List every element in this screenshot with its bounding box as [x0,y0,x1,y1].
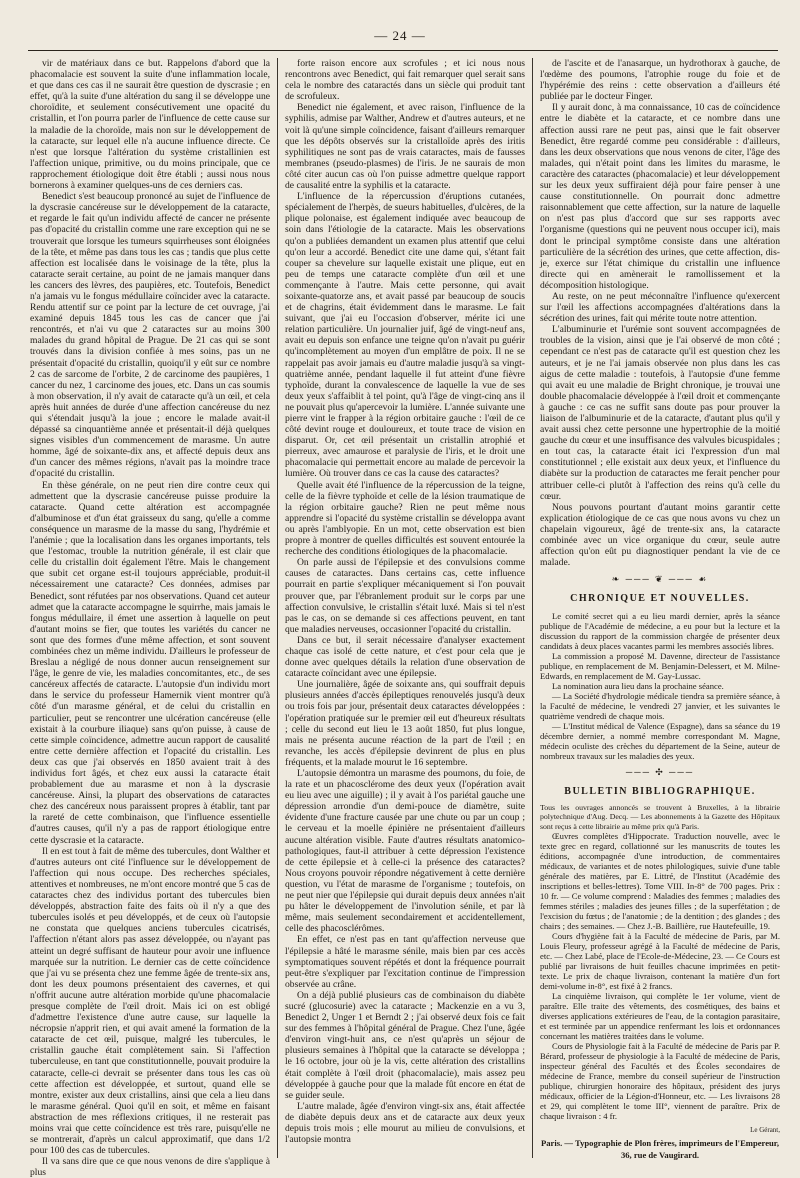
paragraph: Il en est tout à fait de même des tubercules, dont Walther et d'autres auteurs ont cité l'influence sur le développement de l'affection qui nous occupe. Des recherches spéciales, attentives et nombreuses, ne m'ont encore montré que 5 cas de cataractes chez des individus portant des tubercules bien développés, abstraction faite des faits où il n'y a que des tubercules isolés et peu développés, et de ceux où l'autopsie ne constata que quelques anciens tubercules cicatrisés, l'affection n'étant alors pas assez développée, ou n'ayant pas atteint un degré suffisant de hauteur pour avoir une influence marquée sur la nutrition. Le dernier cas de cette coïncidence que j'ai vu se présenta chez une femme âgée de trente-six ans, dont les deux poumons présentaient des cavernes, et qui n'offrit aucune autre altération morbide qu'une phacomalacie presque complète de l'œil droit. Mais ici on est obligé d'admettre l'existence d'une autre cause, sur laquelle la nécropsie n'apprit rien, et qui avait amené la formation de la cataracte de cet œil, puisque, malgré les tubercules, le cristallin gauche était complètement sain. Si l'affection tuberculeuse, en tant que constitutionnelle, pouvait produire la cataracte, celle-ci devrait se présenter dans tous les cas où cette affection est développée, et surtout, quand elle se montre, exister aux deux cristallins, ainsi que cela a lieu dans le marasme général. Quoi qu'il en soit, et même en faisant abstraction de mes réflexions critiques, il ne resterait pas moins vrai que cette coïncidence est très rare, puisqu'elle ne se montrerait, d'après un calcul approximatif, que dans 1/2 pour 100 des cas de tubercules. [30,845,270,1157]
paragraph: Nous pouvons pourtant d'autant moins garantir cette explication étiologique de ce cas que nous avons vu chez un chapelain vigoureux, âgé de trente-six ans, la cataracte combinée avec un vice organique du cœur, seule autre affection qu'on eût pu diagnostiquer pendant la vie de ce malade. [540,501,780,569]
ornament-divider: ─── ✣ ─── [625,766,695,777]
page-number: — 24 — [374,28,426,43]
paragraph: On parle aussi de l'épilepsie et des convulsions comme causes de cataractes. Dans certains cas, cette influence pourrait en partie s'expliquer mécaniquement si l'on pouvait prouver que, par l'ébranlement produit sur le corps par une affection convulsive, le cristallin s'était luxé. Mais si tel n'est pas le cas, on se demande si ces affections peuvent, en tant que maladies nerveuses, occasionner l'opacité du cristallin. [285,557,525,635]
news-item: Le comité secret qui a eu lieu mardi dernier, après la séance publique de l'Académie de médecine, a eu pour but la lecture et la discussion du rapport de la commission chargée de présenter deux candidats à deux places vacantes parmi les membres associés libres. [540,610,780,651]
column-3 [540,58,780,1158]
section-title-bulletin: BULLETIN BIBLIOGRAPHIQUE. [564,785,756,797]
column-2 [285,58,525,1158]
ornament-divider: ❧ ─── ❦ ─── ☙ [611,574,709,585]
printer-imprint-line1: Paris. — Typographie de Plon frères, imprimeurs de l'Empereur, [541,1138,779,1148]
bibliography-entry: Œuvres complètes d'Hippocrate. Traduction nouvelle, avec le texte grec en regard, collationné sur les manuscrits de toutes les éditions, accompagnée d'une introduction, de commentaires médicaux, de variantes et de notes philologiques, suivie d'une table générale des matières, par E. Littré, de l'Institut (Académie des inscriptions et belles-lettres). Tome VIII. In-8° de 700 pages. Prix : 10 fr. — Ce volume comprend : Maladies des femmes ; maladies des femmes stériles ; maladies des jeunes filles ; de la superfétation ; de l'excision du fœtus ; de l'anatomie ; de la dentition ; des glandes ; des chairs ; des semaines. — Chez J.-B. Baillière, rue Hautefeuille, 19. [540,830,780,931]
paragraph: L'autopsie démontra un marasme des poumons, du foie, de la rate et un phacosclérome des deux yeux (l'opération avait eu lieu avec une aiguille) ; il y avait à l'os pariétal gauche une dépression arrondie d'un demi-pouce de diamètre, suite évidente d'une fracture causée par une chute ou par un coup ; le cerveau et la moelle épinière ne présentaient d'ailleurs aucune altération visible. Faute d'autres résultats anatomico-pathologiques, faut-il attribuer à cette dépression l'existence de cette épilepsie et à celle-ci la présence des cataractes? Nous croyons pouvoir répondre négativement à cette dernière question, vu l'état de marasme de l'organisme ; toutefois, on ne peut nier que l'épilepsie qui durait depuis deux années n'ait pu hâter le développement de l'involution sénile, et par là même, mais seulement secondairement et accidentellement, celle des phacosclérômes. [285,768,525,935]
paragraph: Benedict nie également, et avec raison, l'influence de la syphilis, admise par Walther, Andrew et d'autres auteurs, et ne voit là qu'une simple coïncidence, faisant d'ailleurs remarquer que les dépôts observés sur la cristalloïde après des iritis syphilitiques ne sont pas de vrais cataractes, mais de fausses membranes (pseudo-plasmes) de l'iris. Je ne saurais de mon côté citer aucun cas où l'on puisse admettre quelque rapport de causalité entre la syphilis et la cataracte. [285,102,525,192]
news-item: — La Société d'hydrologie médicale tiendra sa première séance, à la Faculté de médecine, le vendredi 27 janvier, et les suivantes le quatrième vendredi de chaque mois. [540,690,780,721]
paragraph: Benedict s'est beaucoup prononcé au sujet de l'influence de la dyscrasie cancéreuse sur le développement de la cataracte, et regarde le fait qu'un individu affecté de cancer ne présente pas d'opacité du cristallin comme une rare exception qui ne se trouverait que lorsque les tumeurs squirrheuses sont éloignées de la tête, et même pas dans tous les cas ; tandis que plus cette affection est localisée dans le voisinage de la tête, plus la cataracte serait certaine, au point de ne jamais manquer dans les cancers des lèvres, des paupières, etc. Toutefois, Benedict n'a jamais vu le fongus médullaire coïncider avec la cataracte. Rendu attentif sur ce point par la lecture de cet ouvrage, j'ai examiné depuis 1845 tous les cas de cancer que j'ai rencontrés, et n'ai vu que 2 cataractes sur au moins 300 malades du grand hôpital de Prague. De 21 cas qui se sont trouvés dans la division confiée à mes soins, pas un ne présentait d'opacité du cristallin, quoiqu'il y eût sur ce nombre 2 cas de sarcome de l'orbite, 2 de carcinome des paupières, 1 cancer du nez, 1 carcinome des joues, etc. Dans un cas soumis à mon observation, il n'y avait de cataracte qu'à un œil, et cela après huit années de durée d'une affection cancéreuse du nez qui s'étendait jusqu'à la joue ; encore le malade avait-il dépassé sa cinquantième année et présentait-il déjà quelques signes visibles d'un commencement de marasme. Un autre homme, âgé de soixante-dix ans, et affecté depuis deux ans d'un cancer des mêmes régions, n'avait pas la moindre trace d'opacité du cristallin. [30,191,270,480]
column-1 [30,58,270,1178]
paragraph: de l'ascite et de l'anasarque, un hydrothorax à gauche, de l'œdème des poumons, l'atrophie rouge du foie et de l'hypérémie des reins : cette observation a d'ailleurs été publiée par le docteur Finger. [540,58,780,103]
paragraph: L'autre malade, âgée d'environ vingt-six ans, était affectée de diabète depuis deux ans et de cataracte aux deux yeux depuis trois mois ; elle mourut au milieu de convulsions, et l'autopsie montra [285,1100,525,1146]
paragraph: En effet, ce n'est pas en tant qu'affection nerveuse que l'épilepsie a hâté le marasme sénile, mais bien par ces accès symptomatiques souvent répétés et dont la fréquence pourrait peut-être s'expliquer par l'excitation continue de l'impression observée au crâne. [285,934,525,990]
column-divider [532,58,533,1158]
bibliography-entry: Cours de Physiologie fait à la Faculté de médecine de Paris par P. Bérard, professeur de physiologie à la Faculté de médecine de Paris, inspecteur général des Facultés et des Écoles secondaires de médecine de France, membre du conseil supérieur de l'instruction publique, chirurgien honoraire des hôpitaux, président des jurys médicaux, officier de la Légion-d'Honneur, etc. — Les livraisons 28 et 29, qui complètent le tome III°, viennent de paraître. Prix de chaque livraison : 4 fr. [540,1040,780,1121]
paragraph: forte raison encore aux scrofules ; et ici nous nous rencontrons avec Benedict, qui fait remarquer quel serait sans cela le nombre des cataractés dans un siècle qui produit tant de scrofuleux. [285,58,525,103]
news-item: — L'Institut médical de Valence (Espagne), dans sa séance du 19 décembre dernier, a nommé membre correspondant M. Magne, médecin oculiste des crèches du département de la Seine, auteur de nombreux travaux sur les maladies des yeux. [540,720,780,761]
gerant-signature: Le Gérant, [750,1125,780,1134]
paragraph: Il y aurait donc, à ma connaissance, 10 cas de coïncidence entre le diabète et la cataracte, et ce nombre dans une affection aussi rare ne peut pas, ainsi que le fait observer Benedict, être regardé comme peu considérable : d'ailleurs, dans les deux observations que nous venons de citer, l'âge des malades, qui n'était point dans les limites du marasme, le caractère des cataractes (phacomalacie) et leur développement sur les deux yeux suffiraient déjà pour faire penser à une cause constitutionnelle. On pourrait donc admettre raisonnablement que cette affection, sur la nature de laquelle on n'est pas plus d'accord que sur ses rapports avec l'organisme (questions qui ne peuvent nous occuper ici), mais dont le principal symptôme consiste dans une altération particulière de la sécrétion des urines, que cette affection, dis-je, exerce sur l'état chimique du cristallin une influence directe qui en amènerait le ramollissement et la décomposition histologique. [540,102,780,291]
paragraph: vir de matériaux dans ce but. Rappelons d'abord que la phacomalacie est souvent la suite d'une inflammation locale, et que dans ces cas il ne saurait être question de dyscrasie ; en effet, qu'à la suite d'une altération du sang il se développe une choroïdite, et seulement consécutivement une opacité du cristallin, et l'on pourra parler de l'influence de cette cause sur la maladie de la choroïde, mais non sur le développement de la cataracte, sur lequel elle n'a aucune influence directe. Ce n'est que lorsque l'altération du système cristallinien est l'affection unique, primitive, ou du moins principale, que ce rapprochement étiologique doit être établi ; aussi nous nous bornerons à examiner quelques-uns de ces derniers cas. [30,58,270,192]
paragraph: L'albuminurie et l'urémie sont souvent accompagnées de troubles de la vision, ainsi que je l'ai observé de mon côté ; cependant ce n'est pas de cataracte qu'il est question chez les auteurs, et je ne l'ai jamais observée non plus dans les cas aigus de cette maladie : toutefois, à l'autopsie d'une femme qui avait eu une maladie de Bright chronique, je trouvai une double phacomalacie développée à l'œil droit et commençante à gauche : ce cas ne suffit sans doute pas pour prouver la liaison de l'albuminurie et de la cataracte, d'autant plus qu'il y avait aussi chez cette personne une hypertrophie de la moitié gauche du cœur et une insuffisance des valvules bicuspidales ; en tout cas, la cataracte était ici l'expression d'un mal constitutionnel ; elle existait aux deux yeux, et l'influence du diabète sur la production de cataractes me ferait pencher pour attribuer celle-ci plutôt à l'affection des reins qu'à celle du cœur. [540,324,780,502]
section-title-chronique: CHRONIQUE ET NOUVELLES. [570,593,750,605]
bulletin-note: Tous les ouvrages annoncés se trouvent à Bruxelles, à la librairie polytechnique d'Aug. Decq. — Les abonnements à la Gazette des Hôpitaux sont reçus à cette librairie au même prix qu'à Paris. [540,802,780,831]
column-divider [277,58,278,1158]
paragraph: En thèse générale, on ne peut rien dire contre ceux qui admettent que la dyscrasie cancéreuse puisse produire la cataracte. Quand cette altération est accompagnée d'albuminose et d'un état graisseux du sang, qu'elle a comme conséquence un marasme de la masse du sang, l'hydrémie et l'anémie ; que la localisation dans les organes importants, tels que l'estomac, trouble la nutrition générale, il est clair que celle du cristallin doit également l'être. Mais le changement que subit cet organe est-il toujours appréciable, produit-il nécessairement une cataracte? Ces données, admises par Benedict, sont réfutées par nos observations. Quand cet auteur admet que la cataracte accompagne le squirrhe, mais jamais le fongus médullaire, il émet une assertion à laquelle on peut d'autant moins se fier, que toutes les variétés du cancer ne sont que des formes d'une même affection, et sont souvent combinées chez un même individu. D'ailleurs le professeur de Breslau a négligé de nous donner aucun renseignement sur l'âge, le genre de vie, les maladies concomitantes, etc., de ses cancéreux affectés de cataracte. L'autopsie d'un individu mort dans le service du professeur Hamernik vient montrer qu'à côté d'un marasme général, et de celui du cristallin en particulier, peut se rencontrer une ulcération cancéreuse (elle existait à la courbure iliaque) sans qu'on puisse, à cause de cette simple coïncidence, admettre aucun rapport de causalité entre cette dernière affection et l'opacité du cristallin. Les deux cas que j'ai observés en 1850 avaient trait à des individus fort âgés, et chez eux aussi la cataracte était probablement due au marasme et non à la dyscrasie cancéreuse. Ainsi, la plupart des observations de cataractes chez des cancéreux nous paraissent propres à établir, tant par la rareté de cette combinaison, que l'influence essentielle d'autres causes, qu'il n'y a pas de rapport étiologique entre cette dyscrasie et la cataracte. [30,479,270,846]
paragraph: On a déjà publié plusieurs cas de combinaison du diabète sucré (glucosurie) avec la cataracte ; Mackenzie en a vu 3, Benedict 2, Unger 1 et Berndt 2 ; j'ai observé deux fois ce fait sur des femmes à l'hôpital général de Prague. Chez l'une, âgée d'environ vingt-huit ans, ce n'est qu'après un séjour de plusieurs semaines à l'hôpital que la cataracte se développa ; le 16 octobre, jour où je la vis, cette altération des cristallins était complète à l'œil droit (phacomalacie), mais assez peu développée à gauche pour que la malade fût encore en état de se guider seule. [285,989,525,1101]
paragraph: Il va sans dire que ce que nous venons de dire s'applique à plus [30,1156,270,1178]
news-item: La nomination aura lieu dans la prochaine séance. [552,680,724,691]
paragraph: Quelle avait été l'influence de la répercussion de la teigne, celle de la fièvre typhoïde et celle de la lésion traumatique de la région orbitaire gauche? Rien ne peut même nous apprendre si l'opacité du système cristallin se développa avant ou après l'amblyopie. En un mot, cette observation est bien propre à montrer de quelles difficultés est souvent entourée la recherche des conditions étiologiques de la phacomalacie. [285,479,525,558]
paragraph: Dans ce but, il serait nécessaire d'analyser exactement chaque cas isolé de cette nature, et c'est pour cela que je donne avec quelques détails la relation d'une observation de cataracte coïncidant avec une épilepsie. [285,634,525,680]
printer-imprint-line2: 36, rue de Vaugirard. [620,1150,700,1160]
news-item: La commission a proposé M. Davenne, directeur de l'assistance publique, en remplacement de M. Benjamin-Delessert, et M. Milne-Edwards, en remplacement de M. Gay-Lussac. [540,650,780,681]
bibliography-entry: Cours d'hygiène fait à la Faculté de médecine de Paris, par M. Louis Fleury, professeur agrégé à la Faculté de médecine de Paris, etc. — Chez Labé, place de l'Ecole-de-Médecine, 23. — Ce Cours est publié par livraisons de huit feuilles chacune imprimées en petit-texte. Le prix de chaque livraison, contenant la matière d'un fort demi-volume in-8°, est fixé à 2 francs. [540,930,780,991]
paragraph: L'influence de la répercussion d'éruptions cutanées, spécialement de l'herpès, de sueurs habituelles, d'ulcères, de la plique polonaise, est également indiquée avec beaucoup de soin dans l'étiologie de la cataracte. Mais les observations qu'on a publiées demandent un examen plus attentif que celui qu'on leur a accordé. Benedict cite une dame qui, s'étant fait couper sa chevelure sur laquelle existait une plique, eut en peu de temps une cataracte complète d'un œil et une commençante à l'autre. Mais cette personne, qui avait soixante-quatorze ans, et avait passé par beaucoup de soucis et de chagrins, était évidemment dans le marasme. Le fait suivant, que j'ai eu l'occasion d'observer, mérite ici une relation particulière. Un journalier juif, âgé de vingt-neuf ans, avait eu depuis son enfance une teigne qu'on n'avait pu guérir qu'incomplètement au moyen d'un emplâtre de poix. Il ne se rappelait pas avoir jamais eu d'autre maladie jusqu'à sa vingt-quatrième année, pendant laquelle il fut atteint d'une fièvre typhoïde, durant la convalescence de laquelle la vue de ses deux yeux s'affaiblit à tel point, qu'à l'âge de vingt-cinq ans il ne pouvait plus qu'apercevoir la lumière. L'année suivante une pierre vint le frapper à la région orbitaire gauche : l'œil de ce côté devint rouge et douloureux, et toute trace de vision en disparut. Or, cet œil présentait un cristallin atrophié et pierreux, avec amaurose et paralysie de l'iris, et le droit une phacomalacie qui permettait encore au malade de percevoir la lumière. Où trouver dans ce cas la cause des cataractes? [285,191,525,480]
bibliography-entry: La cinquième livraison, qui complète le 1er volume, vient de paraître. Elle traite des vêtements, des cosmétiques, des bains et diverses applications extérieures de l'eau, de la contagion parasitaire, et est terminée par un appendice renfermant les lois et ordonnances concernant les matières traitées dans le volume. [540,990,780,1041]
paragraph: Une journalière, âgée de soixante ans, qui souffrait depuis plusieurs années d'accès épileptiques renouvelés jusqu'à deux ou trois fois par jour, présentait deux cataractes développées : l'opération pratiquée sur le premier œil eut d'heureux résultats ; celle du second eut lieu le 13 août 1850, fut plus longue, mais ne présenta aucune réaction de la part de l'œil ; en revanche, les accès d'épilepsie devinrent de plus en plus fréquents, et la malade mourut le 16 septembre. [285,679,525,768]
header-rule [28,50,778,51]
paragraph: Au reste, on ne peut méconnaître l'influence qu'exercent sur l'œil les affections accompagnées d'altérations dans la sécrétion des urines, fait qui mérite toute notre attention. [540,290,780,325]
